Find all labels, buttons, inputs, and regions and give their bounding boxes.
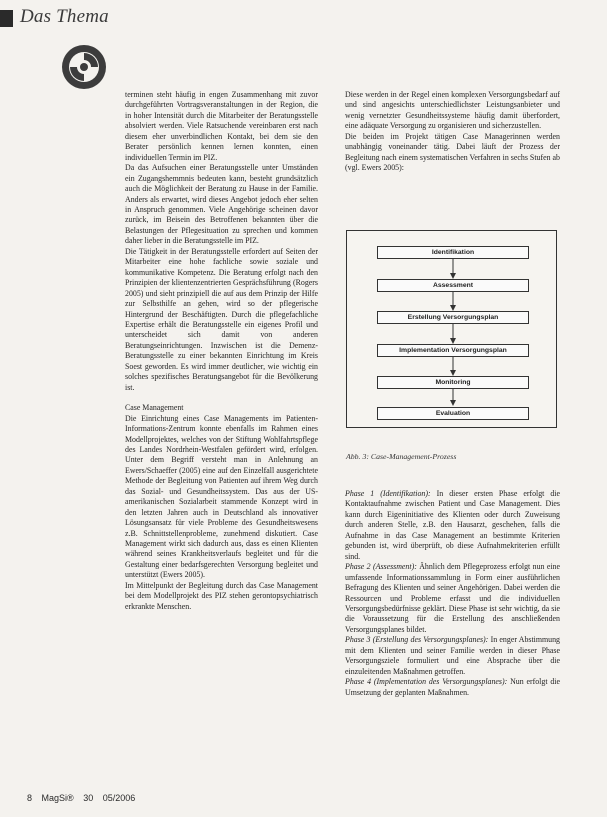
flow-step-plan-implementation: Implementation Versorgungsplan bbox=[377, 344, 529, 357]
phase-title: Phase 3 (Erstellung des Versorgungsplanes): bbox=[345, 635, 489, 645]
phase-text: Ähnlich dem Pflegeprozess erfolgt nun eine umfassende Informationssammlung in Form einer ausführlichen Befragung des Klienten und seiner Angehörigen. Dabei werden die Ressourcen und Probleme erfasst und die individuellen Versorgungsbedürfnisse geklärt. Diese Phase ist sehr wichtig, da sie die Voraussetzung für die Erstellung des anschließenden Versorgungsplanes bildet. bbox=[345, 562, 560, 634]
phase-paragraph bbox=[345, 677, 560, 698]
flow-step-plan-creation: Erstellung Versorgungsplan bbox=[377, 311, 529, 324]
right-column-top bbox=[345, 90, 560, 174]
magazine-name: MagSi® bbox=[41, 793, 74, 803]
body-paragraph: Die Einrichtung eines Case Managements im Patienten-Informations-Zentrum konnte ebenfalls im Rahmen eines Modellprojektes, welches von der Stiftung Wohlfahrtspflege des Landes Nordrhein-Westfalen gefördert wird, erfolgen. Unter dem Begriff versteht man in Anlehnung an Ewers/Schaeffer (2005) eine auf den Einzelfall ausgerichtete Methode der Begleitung von Patienten auf ihrem Weg durch das Sozial- und Gesundheitssystem. Das aus der US-amerikanischen Sozialarbeit stammende Konzept wird in den letzten Jahren auch in Deutschland als innovativer Lösungsansatz für viele Probleme des Gesundheitswesens z.B. Schnittstellenprobleme, zunehmend diskutiert. Case Management wirkt sich dadurch aus, dass es einen Klienten während seines Krankheitsverlaufs begleitet und für die Gestaltung einer bedarfsgerechten Versorgung begleitet und unterstützt (Ewers 2005). bbox=[125, 413, 318, 580]
phase-title: Phase 2 (Assessment): bbox=[345, 562, 417, 572]
phase-title: Phase 1 (Identifikation): bbox=[345, 489, 431, 498]
issue-number: 30 bbox=[83, 793, 94, 803]
body-paragraph: Die beiden im Projekt tätigen Case Managerinnen werden unabhängig voneinander tätig. Dabei läuft der Prozess der Begleitung nach einem systematischen Verfahren in sechs Stufen ab (vgl. Ewers 2005): bbox=[345, 131, 560, 173]
phase-text: In dieser ersten Phase erfolgt die Kontaktaufnahme zwischen Patient und Case Management. Dies kann durch Eigeninitiative des Klienten oder durch Zuweisung durch anderen Stelle, z.B. den Hausarzt, geschehen, falls die Aufnahme in das Case Management an bestimmte Kriterien gebunden ist, wird überprüft, ob diese Aufnahmekriterien erfüllt sind. bbox=[345, 489, 561, 561]
body-paragraph: Diese werden in der Regel einen komplexen Versorgungsbedarf auf und sind angesichts unterschiedlichster Leistungsanbieter und wenig vernetzter Gesundheitssysteme häufig damit überfordert, eine adäquate Versorgung zu organisieren und sicherzustellen. bbox=[345, 90, 560, 131]
rubric-title: Das Thema bbox=[20, 6, 109, 27]
magazine-logo-icon bbox=[60, 43, 108, 91]
left-column bbox=[125, 90, 318, 612]
body-paragraph: Im Mittelpunkt der Begleitung durch das Case Management bei dem Modellprojekt des PIZ stehen gerontopsychiatrisch erkrankte Menschen. bbox=[125, 580, 318, 611]
page-number: 8 bbox=[27, 793, 33, 803]
phase-paragraph bbox=[345, 635, 560, 677]
body-paragraph: terminen steht häufig in engen Zusammenhang mit zuvor durchgeführten Vortragsveranstaltungen in der Region, die in hoher Intensität durch die Mitarbeiter der Beratungsstelle absolviert werden. Viele Ratsuchende vereinbaren erst nach diesem eher unverbindlichen Kontakt, bei dem sie den Berater persönlich kennen lernen konnten, einen individuellen Termin im PIZ. bbox=[125, 90, 318, 162]
rubric-bar bbox=[0, 10, 13, 27]
flow-step-identification: Identifikation bbox=[377, 246, 529, 259]
issue-date: 05/2006 bbox=[102, 793, 136, 803]
phase-text: In enger Abstimmung mit dem Klienten und seiner Familie werden in dieser Phase Versorgungsziele formuliert und eine Absprache über die einzuleitenden Maßnahmen getroffen. bbox=[345, 635, 560, 676]
section-heading: Case Management bbox=[125, 403, 184, 413]
right-column-phases bbox=[345, 489, 560, 698]
flowchart-arrows bbox=[347, 231, 558, 429]
page-footer bbox=[27, 793, 142, 803]
phase-text: Nun erfolgt die Umsetzung der geplanten Maßnahmen. bbox=[345, 677, 560, 697]
body-paragraph: Die Tätigkeit in der Beratungsstelle erfordert auf Seiten der Mitarbeiter eine hohe fachliche sowie soziale und kommunikative Kompetenz. Die Beratung erfolgt nach den Prinzipien der klientenzentrierten Gesprächsführung (Rogers 2005) und sieht prinzipiell die auf aus dem Prinzip der Hilfe zur Selbsthilfe an gehen, wird so der pflegerische Hintergrund der Beschäftigten. Durch die pflegefachliche Expertise erhält die Beratungsstelle ein eigenes Profil und unterscheidet sich damit von anderen Beratungseinrichtungen. Inzwischen ist die Demenz-Beratungsstelle zu einer bekannten Einrichtung im Kreis Soest geworden. Es wird immer deutlicher, wie wichtig ein solches spezifisches Beratungsangebot für die Bevölkerung ist. bbox=[125, 246, 318, 392]
phase-paragraph bbox=[345, 562, 560, 635]
case-management-flowchart bbox=[346, 230, 557, 428]
flow-step-evaluation: Evaluation bbox=[377, 407, 529, 420]
phase-title: Phase 4 (Implementation des Versorgungsplanes): bbox=[345, 677, 508, 687]
flow-step-monitoring: Monitoring bbox=[377, 376, 529, 389]
body-paragraph: Da das Aufsuchen einer Beratungsstelle unter Umständen ein Zugangshemmnis bedeuten kann, besteht grundsätzlich auch die Möglichkeit der Beratung zu Hause in der Familie. Anders als erwartet, wird dieses Angebot jedoch eher selten in Anspruch genommen. Viele Angehörige scheinen davor zurück, im Beisein des Betroffenen bekannten über die Belastungen der Pflegesituation zu sprechen und kommen daher lieber in die Beratungsstelle im PIZ. bbox=[125, 163, 318, 246]
figure-caption: Abb. 3: Case-Management-Prozess bbox=[346, 452, 457, 461]
flow-step-assessment: Assessment bbox=[377, 279, 529, 292]
phase-paragraph bbox=[345, 489, 560, 562]
